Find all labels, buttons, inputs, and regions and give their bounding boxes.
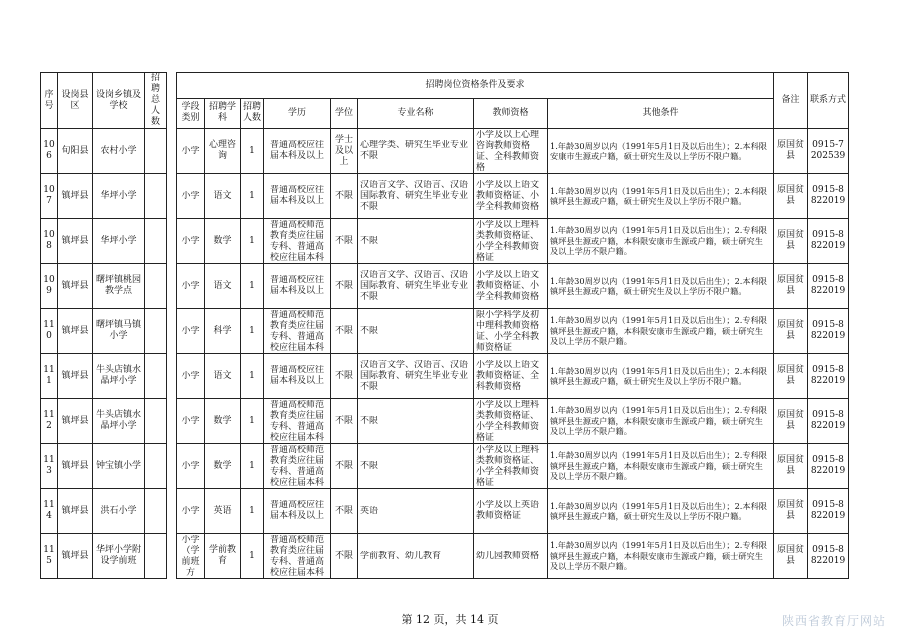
table-row xyxy=(41,309,849,354)
cell-seq: 111 xyxy=(41,354,58,399)
cell-other-text: 1.年龄30周岁以内（1991年5月1日及以后出生）；2.专科限镇坪县生源或户籍，本科限安康市生源或户籍，硕士研究生及以上学历不限户籍。 xyxy=(550,225,767,257)
table-row xyxy=(41,264,849,309)
cell-major xyxy=(358,309,474,354)
cell-other xyxy=(548,354,774,399)
cell-degree: 不限 xyxy=(331,399,358,444)
cell-cert-text: 小学及以上语文教师资格证、全科教师资格 xyxy=(476,359,540,392)
cell-total xyxy=(145,264,167,309)
cell-cert-text: 限小学科学及初中理科教师资格证、小学全科教师资格证 xyxy=(476,310,540,352)
cell-cert xyxy=(474,309,548,354)
cell-other-text: 1.年龄30周岁以内（1991年5月1日及以后出生）；2.专科限镇坪县生源或户籍，本科限安康市生源或户籍，硕士研究生及以上学历不限户籍。 xyxy=(550,405,767,437)
cell-level-text: 小学 xyxy=(181,370,200,381)
cell-county: 镇坪县 xyxy=(58,264,93,309)
cell-gap xyxy=(167,444,177,489)
cell-education-text: 普通高校师范教育类应往届专科、普通高校应往届本科 xyxy=(269,310,324,352)
cell-school: 华坪小学 xyxy=(93,219,145,264)
cell-major-text: 不限 xyxy=(360,460,379,471)
cell-other xyxy=(548,129,774,174)
header-level: 学段类别 xyxy=(177,98,205,128)
page-number: 第 12 页，共 14 页 xyxy=(401,613,499,626)
cell-county: 镇坪县 xyxy=(58,534,93,579)
cell-seq: 115 xyxy=(41,534,58,579)
cell-subject: 科学 xyxy=(205,309,241,354)
header-contact: 联系方式 xyxy=(808,73,849,129)
cell-school: 牛头店镇水晶坪小学 xyxy=(93,354,145,399)
cell-major-text: 学前教育、幼儿教育 xyxy=(360,550,442,561)
cell-cert-text: 小学及以上理科类教师资格证、小学全科教师资格证 xyxy=(476,445,540,487)
cell-other xyxy=(548,219,774,264)
cell-level-text: 小学（学前班方 xyxy=(181,535,200,577)
cell-subject: 语文 xyxy=(205,264,241,309)
cell-total xyxy=(145,129,167,174)
watermark-logo: 陕西省教育厅网站 xyxy=(781,614,886,628)
cell-cert xyxy=(474,489,548,534)
cell-education-text: 普通高校师范教育类应往届专科、普通高校应往届本科 xyxy=(269,400,324,442)
cell-level-text: 小学 xyxy=(181,145,200,156)
cell-other xyxy=(548,489,774,534)
cell-cert xyxy=(474,129,548,174)
cell-contact: 0915-8822019 xyxy=(808,444,849,489)
table-row xyxy=(41,399,849,444)
cell-cert xyxy=(474,354,548,399)
cell-education xyxy=(264,309,331,354)
cell-education-text: 普通高校师范教育类应往届专科、普通高校应往届本科 xyxy=(269,445,324,487)
cell-school: 钟宝镇小学 xyxy=(93,444,145,489)
header-total: 招聘总人数 xyxy=(145,73,167,129)
cell-major xyxy=(358,444,474,489)
cell-school: 华坪小学附设学前班 xyxy=(93,534,145,579)
cell-degree: 不限 xyxy=(331,219,358,264)
cell-major-text: 汉语言文学、汉语言、汉语国际教育、研究生毕业专业不限 xyxy=(360,359,469,392)
cell-degree: 不限 xyxy=(331,354,358,399)
cell-education xyxy=(264,489,331,534)
cell-level-text: 小学 xyxy=(181,235,200,246)
cell-total xyxy=(145,354,167,399)
cell-subject: 语文 xyxy=(205,174,241,219)
cell-gap xyxy=(167,309,177,354)
cell-seq: 114 xyxy=(41,489,58,534)
cell-total xyxy=(145,489,167,534)
cell-other xyxy=(548,444,774,489)
cell-count: 1 xyxy=(241,489,264,534)
cell-major-text: 不限 xyxy=(360,235,379,246)
cell-county: 旬阳县 xyxy=(58,129,93,174)
cell-seq: 112 xyxy=(41,399,58,444)
cell-count: 1 xyxy=(241,219,264,264)
cell-education-text: 普通高校应往届本科及以上 xyxy=(269,185,324,206)
cell-subject: 数学 xyxy=(205,219,241,264)
cell-level-text: 小学 xyxy=(181,505,200,516)
cell-level xyxy=(177,489,205,534)
cell-note: 原国贫县 xyxy=(774,129,808,174)
header-qual-group: 招聘岗位资格条件及要求 xyxy=(177,73,774,99)
cell-contact: 0915-8822019 xyxy=(808,489,849,534)
cell-cert-text: 小学及以上心理咨询教师资格证、全科教师资格 xyxy=(476,130,540,172)
cell-county: 镇坪县 xyxy=(58,219,93,264)
cell-gap xyxy=(167,489,177,534)
cell-level xyxy=(177,219,205,264)
cell-level-text: 小学 xyxy=(181,325,200,336)
cell-count: 1 xyxy=(241,309,264,354)
cell-seq: 106 xyxy=(41,129,58,174)
cell-total xyxy=(145,219,167,264)
cell-county: 镇坪县 xyxy=(58,489,93,534)
cell-total xyxy=(145,534,167,579)
cell-major-text: 英语 xyxy=(360,505,379,516)
cell-cert xyxy=(474,219,548,264)
table-row xyxy=(41,174,849,219)
cell-degree: 不限 xyxy=(331,489,358,534)
header-education: 学历 xyxy=(264,98,331,128)
cell-cert xyxy=(474,399,548,444)
header-seq: 序号 xyxy=(41,73,58,129)
cell-cert-text: 小学及以上理科类教师资格证、小学全科教师资格证 xyxy=(476,400,540,442)
cell-cert-text: 小学及以上英语教师资格证 xyxy=(476,500,540,521)
cell-education xyxy=(264,534,331,579)
cell-degree: 学士及以上 xyxy=(331,129,358,174)
cell-level-text: 小学 xyxy=(181,415,200,426)
header-school: 设岗乡镇及学校 xyxy=(93,73,145,129)
cell-county: 镇坪县 xyxy=(58,174,93,219)
cell-other xyxy=(548,264,774,309)
table-row xyxy=(41,354,849,399)
cell-count: 1 xyxy=(241,534,264,579)
cell-major xyxy=(358,489,474,534)
cell-school: 洪石小学 xyxy=(93,489,145,534)
cell-cert xyxy=(474,174,548,219)
cell-level xyxy=(177,174,205,219)
header-count: 招聘人数 xyxy=(241,98,264,128)
cell-education-text: 普通高校应往届本科及以上 xyxy=(269,140,324,161)
cell-note: 原国贫县 xyxy=(774,399,808,444)
cell-subject: 英语 xyxy=(205,489,241,534)
header-gap xyxy=(167,73,177,129)
cell-contact: 0915-7202539 xyxy=(808,129,849,174)
cell-subject: 语文 xyxy=(205,354,241,399)
cell-education-text: 普通高校应往届本科及以上 xyxy=(269,365,324,386)
cell-major xyxy=(358,264,474,309)
cell-other-text: 1.年龄30周岁以内（1991年5月1日及以后出生）；2.专科限镇坪县生源或户籍，本科限安康市生源或户籍，硕士研究生及以上学历不限户籍。 xyxy=(550,450,767,482)
cell-education xyxy=(264,219,331,264)
cell-note: 原国贫县 xyxy=(774,534,808,579)
cell-other-text: 1.年龄30周岁以内（1991年5月1日及以后出生）；2.专科限镇坪县生源或户籍，本科限安康市生源或户籍，硕士研究生及以上学历不限户籍。 xyxy=(550,315,767,347)
cell-other xyxy=(548,174,774,219)
cell-major xyxy=(358,354,474,399)
cell-seq: 113 xyxy=(41,444,58,489)
cell-note: 原国贫县 xyxy=(774,264,808,309)
cell-school: 牛头店镇水晶坪小学 xyxy=(93,399,145,444)
cell-total xyxy=(145,444,167,489)
cell-school: 华坪小学 xyxy=(93,174,145,219)
cell-county: 镇坪县 xyxy=(58,309,93,354)
header-degree: 学位 xyxy=(331,98,358,128)
cell-major xyxy=(358,174,474,219)
cell-gap xyxy=(167,264,177,309)
cell-level xyxy=(177,399,205,444)
cell-gap xyxy=(167,354,177,399)
cell-education-text: 普通高校应往届本科及以上 xyxy=(269,275,324,296)
cell-major xyxy=(358,399,474,444)
cell-county: 镇坪县 xyxy=(58,399,93,444)
table-row xyxy=(41,534,849,579)
cell-major xyxy=(358,129,474,174)
cell-major-text: 不限 xyxy=(360,325,379,336)
cell-education-text: 普通高校师范教育类应往届专科、普通高校应往届本科 xyxy=(269,220,324,262)
cell-degree: 不限 xyxy=(331,309,358,354)
cell-other-text: 1.年龄30周岁以内（1991年5月1日及以后出生）；2.专科限镇坪县生源或户籍，本科限安康市生源或户籍，硕士研究生及以上学历不限户籍。 xyxy=(550,540,767,572)
table-row xyxy=(41,129,849,174)
cell-county: 镇坪县 xyxy=(58,444,93,489)
header-note: 备注 xyxy=(774,73,808,129)
cell-count: 1 xyxy=(241,264,264,309)
cell-other-text: 1.年龄30周岁以内（1991年5月1日及以后出生）；2.本科限安康市生源或户籍，硕士研究生及以上学历不限户籍。 xyxy=(550,140,767,161)
cell-note: 原国贫县 xyxy=(774,174,808,219)
header-county: 设岗县区 xyxy=(58,73,93,129)
cell-degree: 不限 xyxy=(331,264,358,309)
cell-note: 原国贫县 xyxy=(774,309,808,354)
cell-level xyxy=(177,129,205,174)
cell-count: 1 xyxy=(241,399,264,444)
cell-note: 原国贫县 xyxy=(774,444,808,489)
table-body xyxy=(41,129,849,579)
cell-education xyxy=(264,174,331,219)
cell-major-text: 汉语言文学、汉语言、汉语国际教育、研究生毕业专业不限 xyxy=(360,179,469,212)
table-row xyxy=(41,489,849,534)
cell-school: 曙坪镇桃园教学点 xyxy=(93,264,145,309)
cell-contact: 0915-8822019 xyxy=(808,264,849,309)
cell-seq: 109 xyxy=(41,264,58,309)
cell-degree: 不限 xyxy=(331,534,358,579)
cell-cert-text: 小学及以上语文教师资格证、小学全科教师资格 xyxy=(476,179,540,212)
cell-gap xyxy=(167,129,177,174)
cell-other-text: 1.年龄30周岁以内（1991年5月1日及以后出生）；2.本科限镇坪县生源或户籍，硕士研究生及以上学历不限户籍。 xyxy=(550,365,767,386)
cell-contact: 0915-8822019 xyxy=(808,219,849,264)
cell-level xyxy=(177,354,205,399)
cell-cert xyxy=(474,264,548,309)
cell-cert xyxy=(474,534,548,579)
cell-education-text: 普通高校应往届本科及以上 xyxy=(269,500,324,521)
cell-level xyxy=(177,264,205,309)
cell-gap xyxy=(167,219,177,264)
cell-cert-text: 幼儿园教师资格 xyxy=(476,550,540,561)
cell-cert-text: 小学及以上理科类教师资格证、小学全科教师资格证 xyxy=(476,220,540,262)
cell-seq: 108 xyxy=(41,219,58,264)
cell-count: 1 xyxy=(241,354,264,399)
cell-count: 1 xyxy=(241,444,264,489)
cell-school: 曙坪镇马镇小学 xyxy=(93,309,145,354)
header-cert: 教师资格 xyxy=(474,98,548,128)
header-other: 其他条件 xyxy=(548,98,774,128)
cell-total xyxy=(145,399,167,444)
cell-contact: 0915-8822019 xyxy=(808,354,849,399)
cell-gap xyxy=(167,174,177,219)
cell-degree: 不限 xyxy=(331,174,358,219)
cell-major-text: 不限 xyxy=(360,415,379,426)
cell-note: 原国贫县 xyxy=(774,219,808,264)
cell-cert xyxy=(474,444,548,489)
cell-education xyxy=(264,354,331,399)
cell-gap xyxy=(167,399,177,444)
cell-total xyxy=(145,174,167,219)
cell-degree: 不限 xyxy=(331,444,358,489)
cell-gap xyxy=(167,534,177,579)
cell-other xyxy=(548,534,774,579)
cell-subject: 数学 xyxy=(205,399,241,444)
cell-level-text: 小学 xyxy=(181,280,200,291)
cell-contact: 0915-8822019 xyxy=(808,399,849,444)
cell-county: 镇坪县 xyxy=(58,354,93,399)
cell-other xyxy=(548,399,774,444)
cell-school: 农村小学 xyxy=(93,129,145,174)
recruitment-table-sheet xyxy=(40,72,849,579)
cell-education-text: 普通高校师范教育类应往届专科、普通高校应往届本科 xyxy=(269,535,324,577)
cell-level-text: 小学 xyxy=(181,460,200,471)
table-row xyxy=(41,444,849,489)
header-subject: 招聘学科 xyxy=(205,98,241,128)
cell-education xyxy=(264,399,331,444)
cell-subject: 数学 xyxy=(205,444,241,489)
cell-major-text: 心理学类、研究生毕业专业不限 xyxy=(360,140,469,161)
cell-other xyxy=(548,309,774,354)
cell-seq: 110 xyxy=(41,309,58,354)
cell-education xyxy=(264,444,331,489)
cell-cert-text: 小学及以上语文教师资格证、小学全科教师资格 xyxy=(476,269,540,302)
cell-other-text: 1.年龄30周岁以内（1991年5月1日及以后出生）；2.本科限镇坪县生源或户籍，硕士研究生及以上学历不限户籍。 xyxy=(550,500,767,521)
cell-count: 1 xyxy=(241,174,264,219)
cell-major-text: 汉语言文学、汉语言、汉语国际教育、研究生毕业专业不限 xyxy=(360,269,469,302)
cell-note: 原国贫县 xyxy=(774,489,808,534)
cell-major xyxy=(358,219,474,264)
cell-education xyxy=(264,264,331,309)
cell-other-text: 1.年龄30周岁以内（1991年5月1日及以后出生）；2.本科限镇坪县生源或户籍，硕士研究生及以上学历不限户籍。 xyxy=(550,275,767,296)
cell-level xyxy=(177,309,205,354)
cell-subject: 心理咨询 xyxy=(205,129,241,174)
cell-contact: 0915-8822019 xyxy=(808,534,849,579)
cell-education xyxy=(264,129,331,174)
cell-contact: 0915-8822019 xyxy=(808,309,849,354)
cell-count: 1 xyxy=(241,129,264,174)
cell-total xyxy=(145,309,167,354)
table-row xyxy=(41,219,849,264)
cell-seq: 107 xyxy=(41,174,58,219)
cell-subject: 学前教育 xyxy=(205,534,241,579)
cell-other-text: 1.年龄30周岁以内（1991年5月1日及以后出生）；2.本科限镇坪县生源或户籍，硕士研究生及以上学历不限户籍。 xyxy=(550,185,767,206)
header-major: 专业名称 xyxy=(358,98,474,128)
cell-level xyxy=(177,534,205,579)
cell-level xyxy=(177,444,205,489)
cell-contact: 0915-8822019 xyxy=(808,174,849,219)
cell-level-text: 小学 xyxy=(181,190,200,201)
recruitment-table xyxy=(40,72,849,579)
cell-major xyxy=(358,534,474,579)
cell-note: 原国贫县 xyxy=(774,354,808,399)
